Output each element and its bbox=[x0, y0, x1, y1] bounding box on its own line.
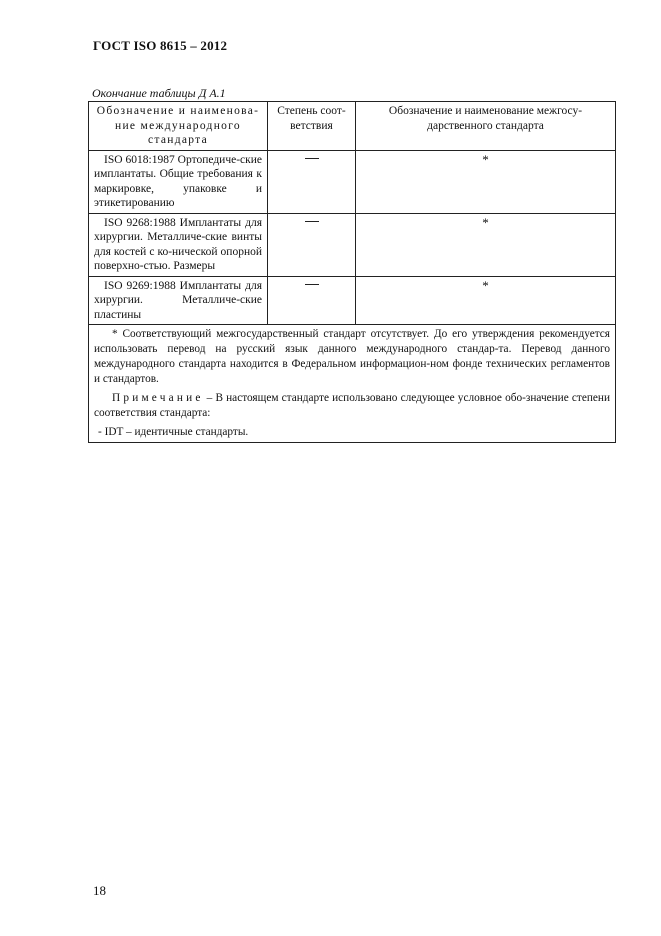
international-standard-text: ISO 9269:1988 Имплантаты для хирургии. Металличе-ские пластины bbox=[94, 279, 262, 321]
table-caption: Окончание таблицы Д А.1 bbox=[92, 86, 226, 100]
standards-table bbox=[88, 101, 616, 443]
document-header: ГОСТ ISO 8615 – 2012 bbox=[93, 38, 228, 53]
page-number: 18 bbox=[93, 883, 106, 898]
international-standard-cell bbox=[89, 213, 268, 276]
national-standard-cell: * bbox=[356, 213, 616, 276]
column-header-international: Обозначение и наименова-ние международного стандарта bbox=[89, 102, 268, 151]
note-text: – В настоящем стандарте использовано следующее условное обо-значение степени соответствия стандарта: bbox=[94, 392, 610, 419]
column-header-degree: Степень соот-ветствия bbox=[268, 102, 356, 151]
footnote-row bbox=[89, 325, 616, 443]
dash-mark bbox=[305, 158, 319, 159]
footnote-cell bbox=[89, 325, 616, 443]
degree-cell bbox=[268, 150, 356, 213]
international-standard-cell bbox=[89, 276, 268, 325]
degree-cell bbox=[268, 276, 356, 325]
national-standard-cell: * bbox=[356, 150, 616, 213]
list-item: - IDT – идентичные стандарты. bbox=[98, 426, 249, 438]
table-row bbox=[89, 150, 616, 213]
table-header-row bbox=[89, 102, 616, 151]
international-standard-cell bbox=[89, 150, 268, 213]
degree-cell bbox=[268, 213, 356, 276]
footnote-text: * Соответствующий межгосударственный стандарт отсутствует. До его утверждения рекомендуется использовать перевод на русский язык данного международного стандар-та. Перевод данного международного стандарта находится в Федеральном информацион-ном фонде технических регламентов и стандартов. bbox=[94, 328, 610, 385]
international-standard-text: ISO 6018:1987 Ортопедиче-ские имплантаты. Общие требования к маркировке, упаковке и этикетированию bbox=[94, 153, 262, 209]
international-standard-text: ISO 9268:1988 Имплантаты для хирургии. Металличе-ские винты для костей с ко-нической опорной поверхно-стью. Размеры bbox=[94, 216, 262, 272]
note-label: Примечание bbox=[112, 392, 204, 404]
dash-mark bbox=[305, 221, 319, 222]
column-header-national: Обозначение и наименование межгосу-дарственного стандарта bbox=[356, 102, 616, 151]
table-row bbox=[89, 213, 616, 276]
national-standard-cell: * bbox=[356, 276, 616, 325]
note-paragraph bbox=[94, 391, 610, 421]
table-row bbox=[89, 276, 616, 325]
dash-mark bbox=[305, 284, 319, 285]
